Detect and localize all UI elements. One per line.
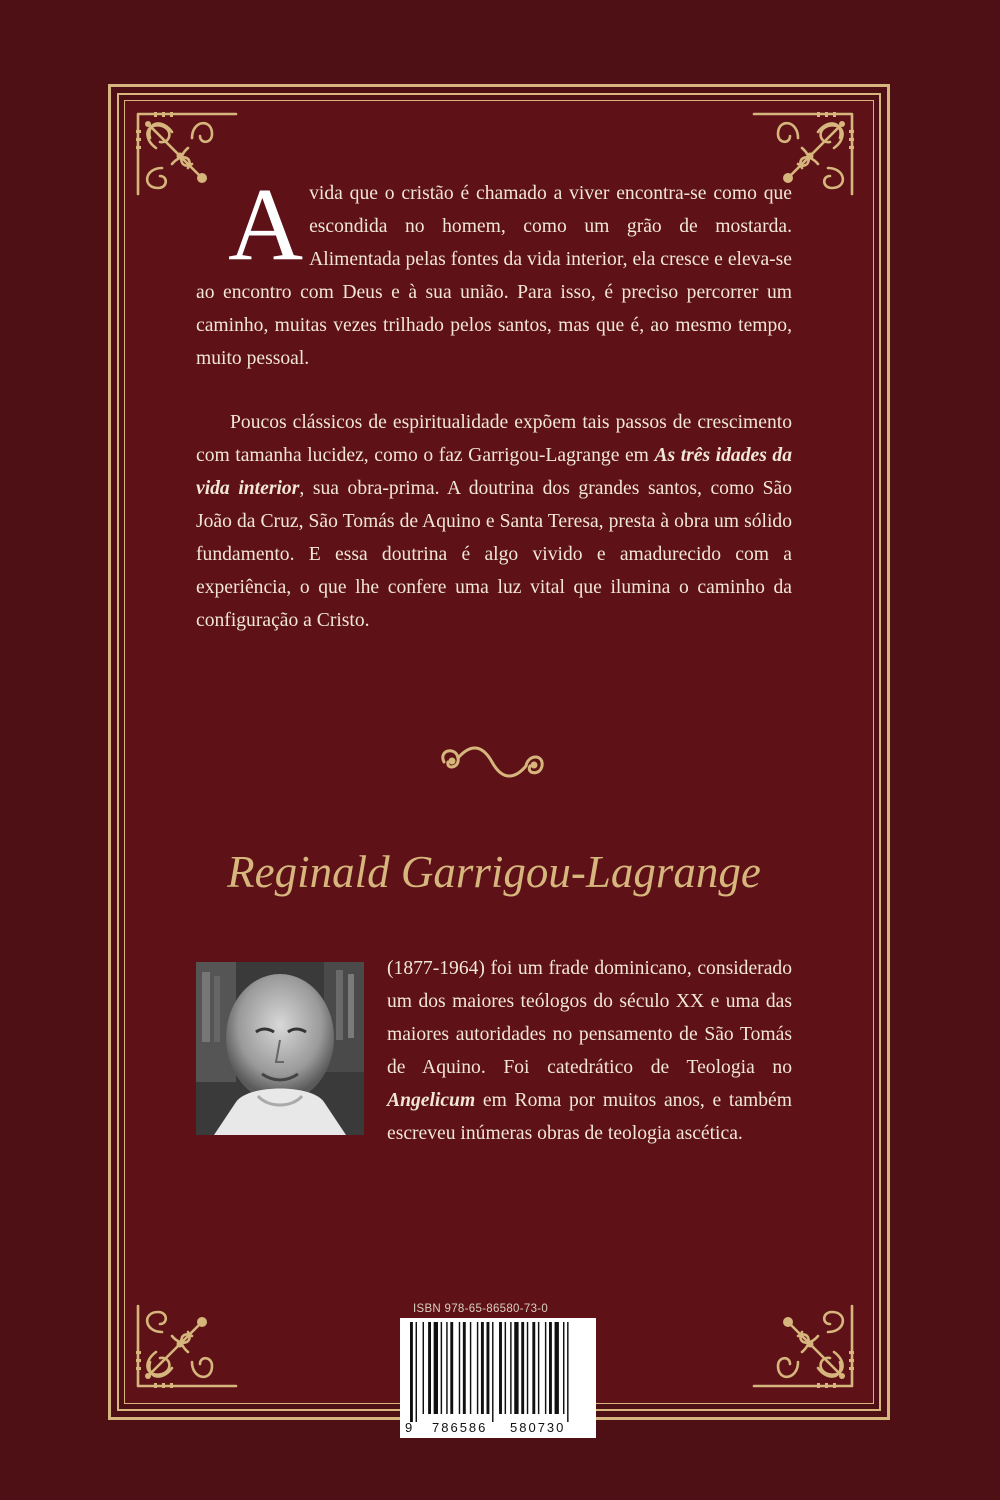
corner-ornament-bottom-right	[748, 1300, 858, 1392]
barcode-bar	[477, 1322, 478, 1414]
barcode-bar	[499, 1322, 502, 1414]
barcode-bar	[416, 1322, 417, 1422]
intro-paragraph-2-start: Poucos clássicos de espiritualidade expõem tais passos de crescimento com tamanha lucidez, como o faz Garrigou-Lagrange em	[196, 412, 792, 466]
book-title: As três idades da vida interior	[196, 445, 792, 499]
corner-ornament-bottom-left	[132, 1300, 242, 1392]
intro-paragraph-2	[196, 406, 792, 637]
barcode-bar	[450, 1322, 453, 1414]
barcode-bar	[510, 1322, 511, 1414]
barcode-bar	[532, 1322, 535, 1414]
barcode-bar	[487, 1322, 490, 1414]
barcode-bar	[527, 1322, 528, 1414]
flourish-divider-icon	[430, 740, 554, 784]
intro-paragraph-1	[196, 167, 792, 375]
barcode-bar	[446, 1322, 447, 1414]
barcode-bar	[481, 1322, 484, 1414]
barcode-bar	[441, 1322, 442, 1414]
barcode-bar	[514, 1322, 518, 1414]
barcode-bar	[428, 1322, 431, 1414]
barcode	[400, 1318, 596, 1438]
drop-cap: A	[228, 167, 304, 282]
barcode-bar	[555, 1322, 559, 1414]
barcode-bar	[538, 1322, 539, 1414]
barcode-bar	[567, 1322, 568, 1422]
barcode-bar	[545, 1322, 546, 1414]
intro-paragraph-1-text: vida que o cristão é chamado a viver encontra-se como que escondida no homem, como um grão de mostarda. Alimentada pelas fontes da vida interior, ela cresce e eleva-se ao encontro com Deus e à sua união. Para isso, é preciso percorrer um caminho, muitas vezes trilhado pelos santos, mas que é, ao mesmo tempo, muito pessoal.	[196, 183, 792, 369]
barcode-bar	[492, 1322, 493, 1422]
barcode-bar	[410, 1322, 413, 1422]
isbn-label: ISBN 978-65-86580-73-0	[413, 1303, 549, 1315]
barcode-bar	[423, 1322, 424, 1414]
author-bio-end: em Roma por muitos anos, e também escreveu inúmeras obras de teologia ascética.	[387, 1090, 792, 1144]
author-name: Reginald Garrigou-Lagrange	[227, 847, 761, 897]
barcode-digit-first: 9	[405, 1420, 413, 1435]
author-portrait	[196, 962, 364, 1135]
intro-paragraph-2-end: , sua obra-prima. A doutrina dos grandes santos, como São João da Cruz, São Tomás de Aquino e Santa Teresa, presta à obra um sólido fundamento. E essa doutrina é algo vivido e amadurecido com a experiência, o que lhe confere uma luz vital que ilumina o caminho da configuração a Cristo.	[196, 478, 792, 631]
barcode-digits-right: 580730	[510, 1420, 566, 1435]
barcode-bar	[521, 1322, 524, 1414]
barcode-bar	[563, 1322, 564, 1414]
barcode-bar	[459, 1322, 460, 1414]
author-bio-start: (1877-1964) foi um frade dominicano, considerado um dos maiores teólogos do século XX e uma das maiores autoridades no pensamento de São Tomás de Aquino. Foi catedrático de Teologia no	[387, 958, 792, 1078]
barcode-digits-left: 786586	[432, 1420, 488, 1435]
barcode-bar	[463, 1322, 466, 1414]
barcode-bar	[549, 1322, 552, 1414]
barcode-bar	[434, 1322, 438, 1414]
angelicum-emphasis: Angelicum	[387, 1090, 476, 1111]
barcode-bar	[470, 1322, 471, 1414]
barcode-bar	[505, 1322, 506, 1414]
author-bio	[387, 952, 792, 1150]
